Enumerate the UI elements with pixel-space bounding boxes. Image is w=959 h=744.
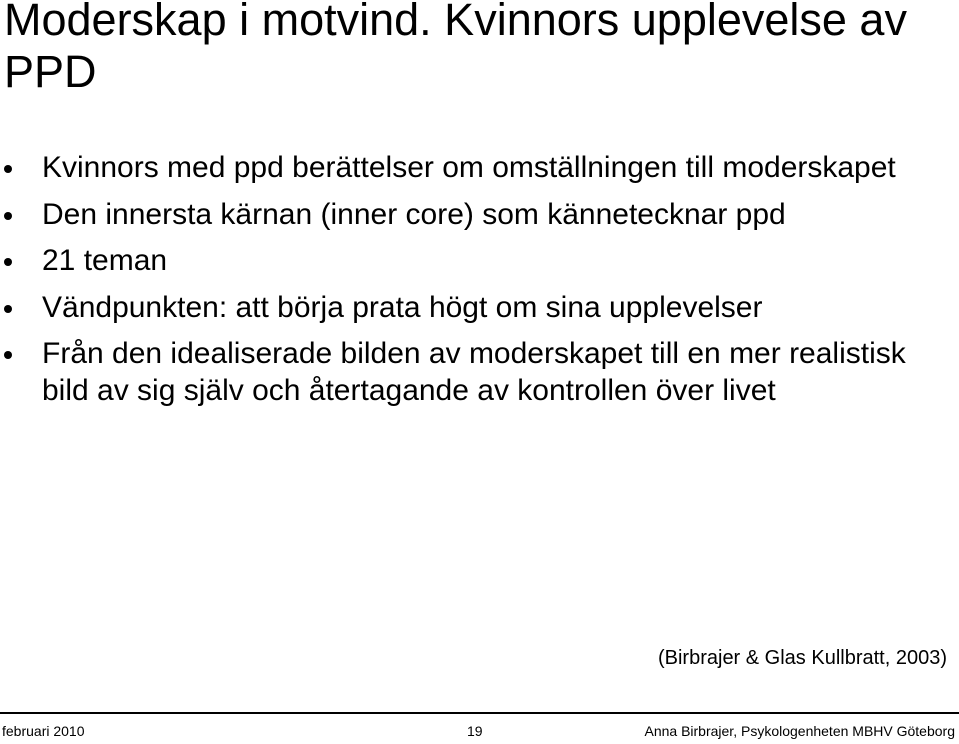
bullet-dot-icon (4, 305, 12, 313)
bullet-item (0, 243, 959, 280)
bullet-dot-icon (4, 212, 12, 220)
bullet-list (0, 150, 959, 419)
bullet-item (0, 150, 959, 187)
bullet-text: 21 teman (42, 244, 168, 277)
bullet-item (0, 336, 959, 409)
bullet-dot-icon (4, 258, 12, 266)
footer-author: Anna Birbrajer, Psykologenheten MBHV Göteborg (644, 723, 955, 739)
bullet-text: Från den idealiserade bilden av moderskapet till en mer realistisk bild av sig själv och återtagande av kontrollen över livet (42, 337, 906, 407)
bullet-text: Den innersta kärnan (inner core) som kännetecknar ppd (42, 197, 786, 231)
bullet-item (0, 290, 959, 327)
footer-divider (0, 712, 959, 714)
footer-date: februari 2010 (2, 723, 85, 739)
bullet-text: Vändpunkten: att börja prata högt om sina upplevelser (42, 290, 763, 324)
citation: (Birbrajer & Glas Kullbratt, 2003) (657, 647, 947, 669)
bullet-dot-icon (4, 165, 12, 173)
slide-title: Moderskap i motvind. Kvinnors upplevelse av PPD (4, 0, 907, 97)
page-number: 19 (467, 723, 483, 739)
bullet-text: Kvinnors med ppd berättelser om omställningen till moderskapet (42, 151, 896, 184)
bullet-item (0, 197, 959, 234)
bullet-dot-icon (4, 351, 12, 359)
